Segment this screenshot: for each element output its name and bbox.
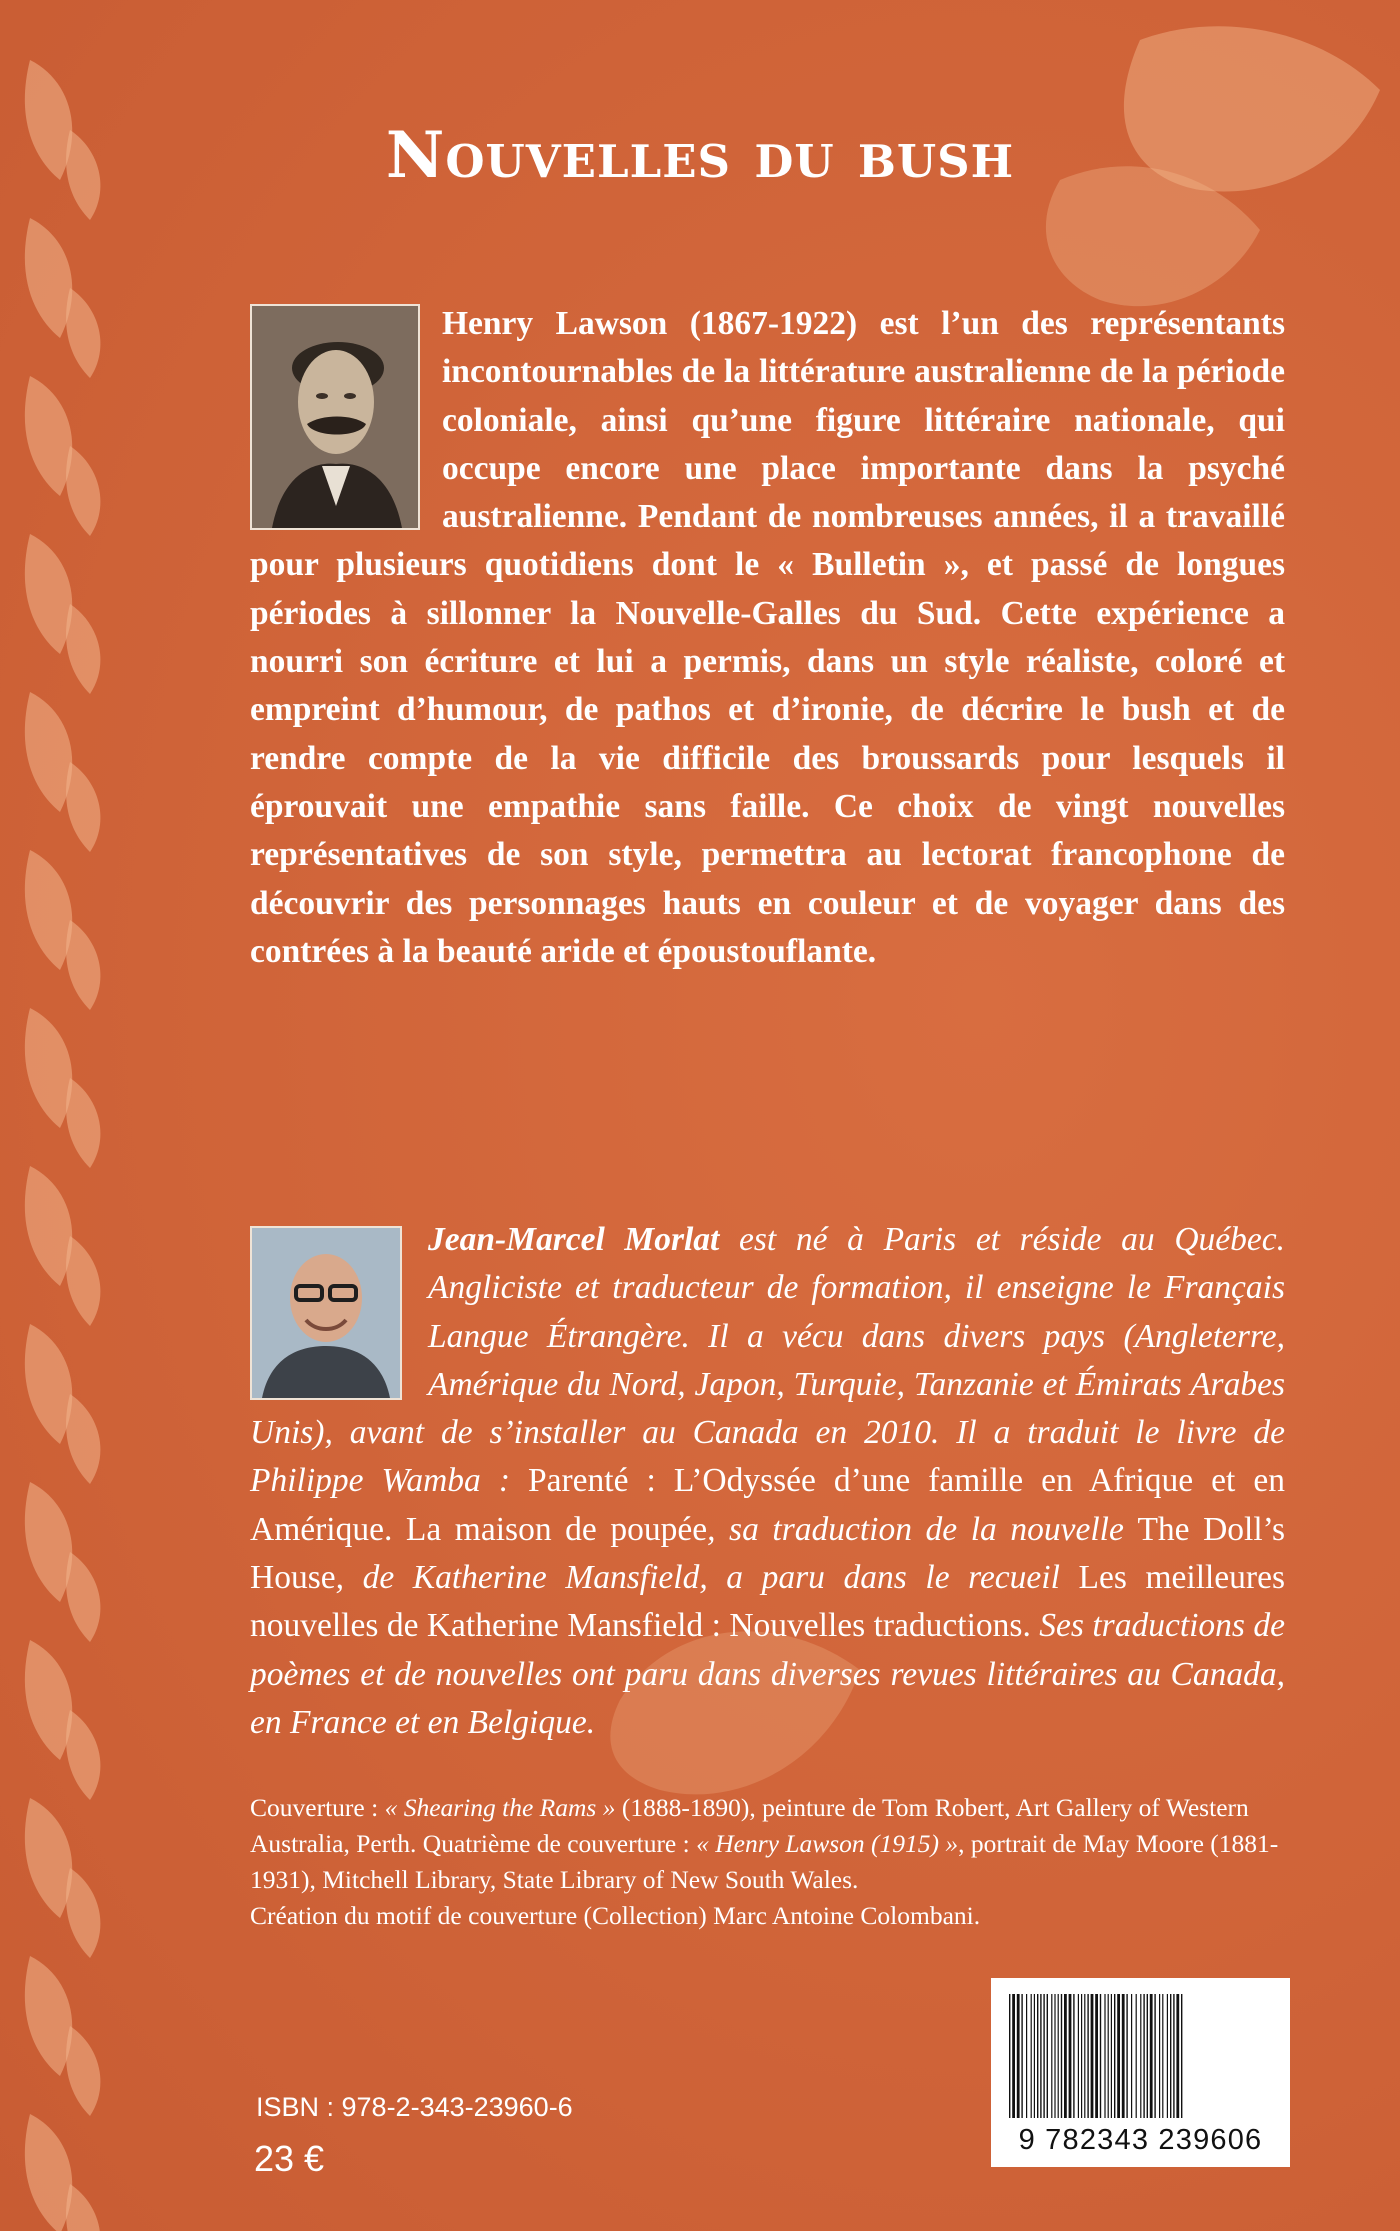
shell-shape (25, 1166, 72, 1286)
barcode-bar (1143, 1994, 1144, 2118)
barcode (991, 1978, 1290, 2167)
price: 23 € (254, 2138, 325, 2179)
shell-shape (66, 288, 100, 378)
shell-shape (25, 2114, 72, 2231)
shell-shape (66, 1552, 100, 1642)
barcode-bar (1021, 1994, 1022, 2118)
shell-shape (66, 762, 100, 852)
barcode-bar (1140, 1994, 1141, 2118)
barcode-bar (1069, 1994, 1072, 2118)
barcode-bar (1037, 1994, 1038, 2118)
barcode-bar (1104, 1994, 1105, 2118)
book-title: Nouvelles du bush (385, 118, 1015, 193)
shell-shape (66, 2184, 100, 2231)
shell-motif-strip (0, 0, 120, 2231)
barcode-bar (1108, 1994, 1109, 2118)
shell-shape (25, 850, 72, 970)
barcode-bar (1078, 1994, 1079, 2118)
shell-shape (66, 1236, 100, 1326)
motif-credit: Création du motif de couverture (Collection) Marc Antoine Colombani. (250, 1901, 981, 1930)
barcode-bar (1017, 1994, 1020, 2118)
shell-shape (25, 376, 72, 496)
shell-shape (25, 534, 72, 654)
shell-shape (25, 1008, 72, 1128)
barcode-bar (1047, 1994, 1048, 2118)
barcode-bar (1111, 1994, 1112, 2118)
barcode-bar (1073, 1994, 1074, 2118)
shell-shape (25, 1482, 72, 1602)
translator-name: Jean-Marcel Morlat (428, 1221, 720, 1258)
cover-credit: Couverture : « Shearing the Rams » (1888-1890), peinture de Tom Robert, Art Gallery of Western Australia, Perth. Quatrième de couverture : « Henry Lawson (1915) », portrait de May Moore (1881-1931), Mitchell Library, State Library of New South Wales. (250, 1793, 1279, 1894)
shell-shape (25, 1956, 72, 2076)
shell-shape (25, 692, 72, 812)
barcode-bar (1162, 1994, 1163, 2118)
barcode-bar (1043, 1994, 1044, 2118)
barcode-bar (1117, 1994, 1120, 2118)
barcode-bar (1114, 1994, 1115, 2118)
barcode-bar (1091, 1994, 1094, 2118)
barcode-bar (1051, 1994, 1052, 2118)
barcode-bar (1126, 1994, 1127, 2118)
barcode-bar (1054, 1994, 1055, 2118)
barcode-bar (1170, 1994, 1171, 2118)
barcode-bar (1084, 1994, 1085, 2118)
shell-shape (66, 2026, 100, 2116)
isbn: ISBN : 978-2-343-23960-6 (256, 2092, 573, 2122)
shell-shape (66, 920, 100, 1010)
barcode-bar (1136, 1994, 1137, 2118)
barcode-bar (1173, 1994, 1174, 2118)
barcode-bar (1147, 1994, 1148, 2118)
barcode-bar (1058, 1994, 1059, 2118)
barcode-bar (1064, 1994, 1067, 2118)
barcode-bar (1040, 1994, 1041, 2118)
shell-shape (25, 1640, 72, 1760)
shell-shape (66, 604, 100, 694)
barcode-bars (991, 1978, 1290, 2128)
barcode-bar (1176, 1994, 1179, 2118)
shell-shape (66, 1394, 100, 1484)
shell-shape (25, 218, 72, 338)
shell-shape (66, 1710, 100, 1800)
translator-bio: Jean-Marcel Morlat est né à Paris et réside au Québec. Angliciste et traducteur de formation, il enseigne le Français Langue Étrangère. Il a vécu dans divers pays (Angleterre, Amérique du Nord, Japon, Turquie, Tanzanie et Émirats Arabes Unis), avant de s’installer au Canada en 2010. Il a traduit le livre de Philippe Wamba : Parenté : L’Odyssée d’une famille en Afrique et en Amérique. La maison de poupée, sa traduction de la nouvelle The Doll’s House, de Katherine Mansfield, a paru dans le recueil Les meilleures nouvelles de Katherine Mansfield : Nouvelles traductions. Ses traductions de poèmes et de nouvelles ont paru dans diverses revues littéraires au Canada, en France et en Belgique. (250, 1221, 1286, 1741)
barcode-bar (1122, 1994, 1125, 2118)
barcode-bar (1095, 1994, 1098, 2118)
shell-shape (66, 1078, 100, 1168)
barcode-digits: 9 782343 239606 (1018, 2124, 1263, 2156)
shell-shape (66, 1868, 100, 1958)
barcode-bar (1031, 1994, 1032, 2118)
barcode-bar (1100, 1994, 1101, 2118)
lawson-bio: Henry Lawson (1867-1922) est l’un des représentants incontournables de la littérature australienne de la période coloniale, ainsi qu’une figure littéraire nationale, qui occupe encore une place importante dans la psyché australienne. Pendant de nombreuses années, il a travaillé pour plusieurs quotidiens dont le « Bulletin », et passé de longues périodes à sillonner la Nouvelle-Galles du Sud. Cette expérience a nourri son écriture et lui a permis, dans un style réaliste, coloré et empreint d’humour, de pathos et d’ironie, de décrire le bush et de rendre compte de la vie difficile des broussards pour lesquels il éprouvait une empathie sans faille. Ce choix de vingt nouvelles représentatives de son style, permettra au lectorat francophone de découvrir des personnages hauts en couleur et de voyager dans des contrées à la beauté aride et époustouflante. (250, 305, 1285, 970)
barcode-bar (1159, 1994, 1160, 2118)
shell-shape (25, 1324, 72, 1444)
shell-shape (25, 1798, 72, 1918)
barcode-bar (1181, 1994, 1182, 2118)
image-credits (250, 1790, 1290, 1934)
barcode-bar (1009, 1994, 1010, 2118)
barcode-bar (1150, 1994, 1153, 2118)
barcode-bar (1167, 1994, 1168, 2118)
barcode-bar (1087, 1994, 1088, 2118)
jean-marcel-morlat-photo (250, 1226, 402, 1400)
barcode-bar (1131, 1994, 1132, 2118)
barcode-bar (1081, 1994, 1082, 2118)
barcode-bar (1034, 1994, 1035, 2118)
barcode-bar (1012, 1994, 1015, 2118)
barcode-bar (1026, 1994, 1027, 2118)
shell-shape (66, 446, 100, 536)
barcode-bar (1154, 1994, 1155, 2118)
barcode-bar (1061, 1994, 1062, 2118)
henry-lawson-portrait (250, 304, 420, 530)
